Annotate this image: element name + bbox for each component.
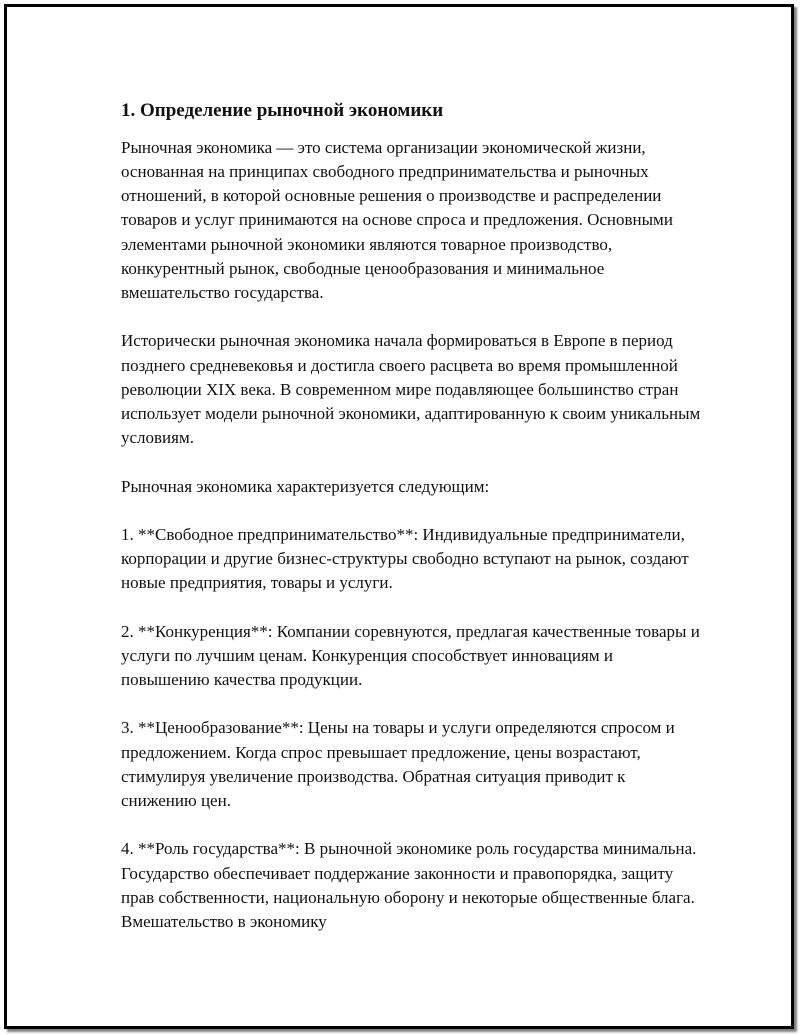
paragraph-definition: Рыночная экономика — это система организации экономической жизни, основанная на принципах свободного предпринимательства и рыночных отношений, в которой основные решения о производстве и распределении товаров и услуг принимаются на основе спроса и предложения. Основными элементами рыночной экономики являются товарное производство, конкурентный рынок, свободные ценообразования и минимальное вмешательство государства. [121,137,673,302]
list-item-state-role: 4. **Роль государства**: В рыночной экономике роль государства минимальна. Государство обеспечивает поддержание законности и правопорядка, защиту прав собственности, национальную оборону и некоторые общественные блага. Вмешательство в экономику [121,839,697,932]
document-page [4,4,794,1029]
section-heading: 1. Определение рыночной экономики [121,100,444,121]
list-item-free-enterprise: 1. **Свободное предпринимательство**: Индивидуальные предприниматели, корпорации и другие бизнес-структуры свободно вступают на рынок, создают новые предприятия, товары и услуги. [121,524,689,593]
paragraph-characteristics-intro: Рыночная экономика характеризуется следующим: [121,476,490,496]
document-content [121,99,701,958]
list-item-competition: 2. **Конкуренция**: Компании соревнуются, предлагая качественные товары и услуги по лучшим ценам. Конкуренция способствует инновациям и повышению качества продукции. [121,621,700,690]
list-item-pricing: 3. **Ценообразование**: Цены на товары и услуги определяются спросом и предложением. Когда спрос превышает предложение, цены возрастают, стимулируя увеличение производства. Обратная ситуация приводит к снижению цен. [121,718,675,811]
paragraph-history: Исторически рыночная экономика начала формироваться в Европе в период позднего средневековья и достигла своего расцвета во время промышленной революции XIX века. В современном мире подавляющее большинство стран использует модели рыночной экономики, адаптированную к своим уникальным условиям. [121,331,701,448]
